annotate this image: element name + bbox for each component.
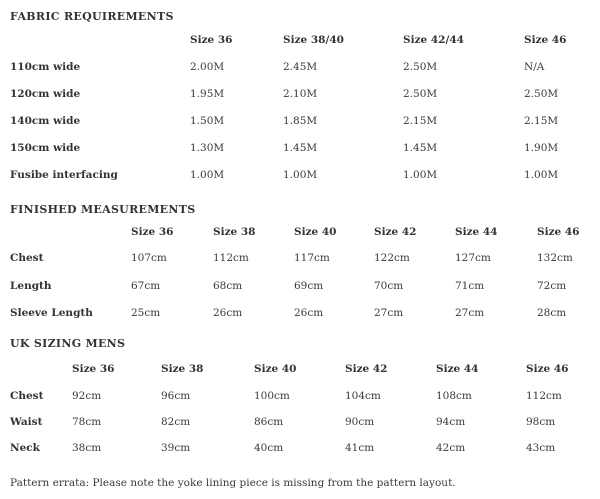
finished-measurements-cell: 25cm [131, 307, 161, 319]
uk-sizing-mens-cell: 108cm [436, 390, 472, 402]
fabric-requirements-cell: 1.90M [524, 142, 559, 154]
uk-sizing-mens-cell: 96cm [161, 390, 191, 402]
uk-sizing-mens-cell: 38cm [72, 442, 102, 454]
uk-sizing-mens-cell: 78cm [72, 416, 102, 428]
fabric-requirements-cell: 1.45M [283, 142, 318, 154]
uk-sizing-mens-cell: 42cm [436, 442, 466, 454]
finished-measurements-cell: 132cm [537, 252, 573, 264]
fabric-requirements-row-label: 140cm wide [10, 115, 81, 127]
finished-measurements-cell: 27cm [374, 307, 404, 319]
uk-sizing-mens-cell: 90cm [345, 416, 375, 428]
finished-measurements-column-header: Size 42 [374, 226, 417, 238]
finished-measurements-cell: 72cm [537, 280, 567, 292]
pattern-errata-note: Pattern errata: Please note the yoke lining piece is missing from the pattern layout. [10, 477, 456, 489]
fabric-requirements-cell: 2.10M [283, 88, 318, 100]
fabric-requirements-cell: 1.00M [190, 169, 225, 181]
uk-sizing-mens-column-header: Size 38 [161, 363, 204, 375]
uk-sizing-mens-cell: 86cm [254, 416, 284, 428]
finished-measurements-cell: 68cm [213, 280, 243, 292]
fabric-requirements-cell: 1.00M [403, 169, 438, 181]
uk-sizing-mens-column-header: Size 36 [72, 363, 115, 375]
finished-measurements-column-header: Size 38 [213, 226, 256, 238]
uk-sizing-mens-column-header: Size 46 [526, 363, 569, 375]
finished-measurements-cell: 107cm [131, 252, 167, 264]
finished-measurements-cell: 117cm [294, 252, 330, 264]
fabric-requirements-row-label: 120cm wide [10, 88, 81, 100]
uk-sizing-mens-cell: 94cm [436, 416, 466, 428]
fabric-requirements-cell: 2.50M [524, 88, 559, 100]
uk-sizing-mens-row-label: Neck [10, 442, 40, 454]
finished-measurements-cell: 70cm [374, 280, 404, 292]
finished-measurements-row-label: Length [10, 280, 52, 292]
fabric-requirements-row-label: 110cm wide [10, 61, 81, 73]
fabric-requirements-title: FABRIC REQUIREMENTS [10, 10, 174, 23]
uk-sizing-mens-cell: 92cm [72, 390, 102, 402]
fabric-requirements-cell: 2.50M [403, 88, 438, 100]
finished-measurements-cell: 122cm [374, 252, 410, 264]
fabric-requirements-cell: 1.45M [403, 142, 438, 154]
fabric-requirements-column-header: Size 42/44 [403, 34, 464, 46]
uk-sizing-mens-title: UK SIZING MENS [10, 337, 126, 350]
fabric-requirements-row-label: 150cm wide [10, 142, 81, 154]
fabric-requirements-cell: 2.00M [190, 61, 225, 73]
fabric-requirements-cell: 2.45M [283, 61, 318, 73]
fabric-requirements-cell: 2.15M [403, 115, 438, 127]
uk-sizing-mens-cell: 40cm [254, 442, 284, 454]
uk-sizing-mens-column-header: Size 40 [254, 363, 297, 375]
finished-measurements-cell: 26cm [213, 307, 243, 319]
uk-sizing-mens-row-label: Waist [10, 416, 43, 428]
fabric-requirements-row-label: Fusibe interfacing [10, 169, 118, 181]
uk-sizing-mens-column-header: Size 42 [345, 363, 388, 375]
uk-sizing-mens-cell: 43cm [526, 442, 556, 454]
finished-measurements-cell: 26cm [294, 307, 324, 319]
finished-measurements-column-header: Size 36 [131, 226, 174, 238]
fabric-requirements-cell: 1.30M [190, 142, 225, 154]
uk-sizing-mens-cell: 112cm [526, 390, 562, 402]
fabric-requirements-cell: 1.95M [190, 88, 225, 100]
fabric-requirements-column-header: Size 46 [524, 34, 567, 46]
fabric-requirements-cell: 2.15M [524, 115, 559, 127]
uk-sizing-mens-cell: 82cm [161, 416, 191, 428]
finished-measurements-column-header: Size 44 [455, 226, 498, 238]
uk-sizing-mens-cell: 98cm [526, 416, 556, 428]
finished-measurements-row-label: Sleeve Length [10, 307, 93, 319]
fabric-requirements-cell: 1.00M [283, 169, 318, 181]
uk-sizing-mens-cell: 41cm [345, 442, 375, 454]
finished-measurements-cell: 27cm [455, 307, 485, 319]
fabric-requirements-cell: 1.85M [283, 115, 318, 127]
fabric-requirements-column-header: Size 36 [190, 34, 233, 46]
fabric-requirements-cell: N/A [524, 61, 545, 73]
finished-measurements-cell: 127cm [455, 252, 491, 264]
finished-measurements-cell: 112cm [213, 252, 249, 264]
fabric-requirements-cell: 1.50M [190, 115, 225, 127]
finished-measurements-cell: 67cm [131, 280, 161, 292]
finished-measurements-cell: 71cm [455, 280, 485, 292]
fabric-requirements-column-header: Size 38/40 [283, 34, 344, 46]
finished-measurements-title: FINISHED MEASUREMENTS [10, 203, 196, 216]
finished-measurements-cell: 28cm [537, 307, 567, 319]
uk-sizing-mens-cell: 39cm [161, 442, 191, 454]
fabric-requirements-cell: 2.50M [403, 61, 438, 73]
finished-measurements-column-header: Size 40 [294, 226, 337, 238]
uk-sizing-mens-column-header: Size 44 [436, 363, 479, 375]
uk-sizing-mens-row-label: Chest [10, 390, 44, 402]
finished-measurements-cell: 69cm [294, 280, 324, 292]
uk-sizing-mens-cell: 104cm [345, 390, 381, 402]
uk-sizing-mens-cell: 100cm [254, 390, 290, 402]
finished-measurements-row-label: Chest [10, 252, 44, 264]
fabric-requirements-cell: 1.00M [524, 169, 559, 181]
finished-measurements-column-header: Size 46 [537, 226, 580, 238]
